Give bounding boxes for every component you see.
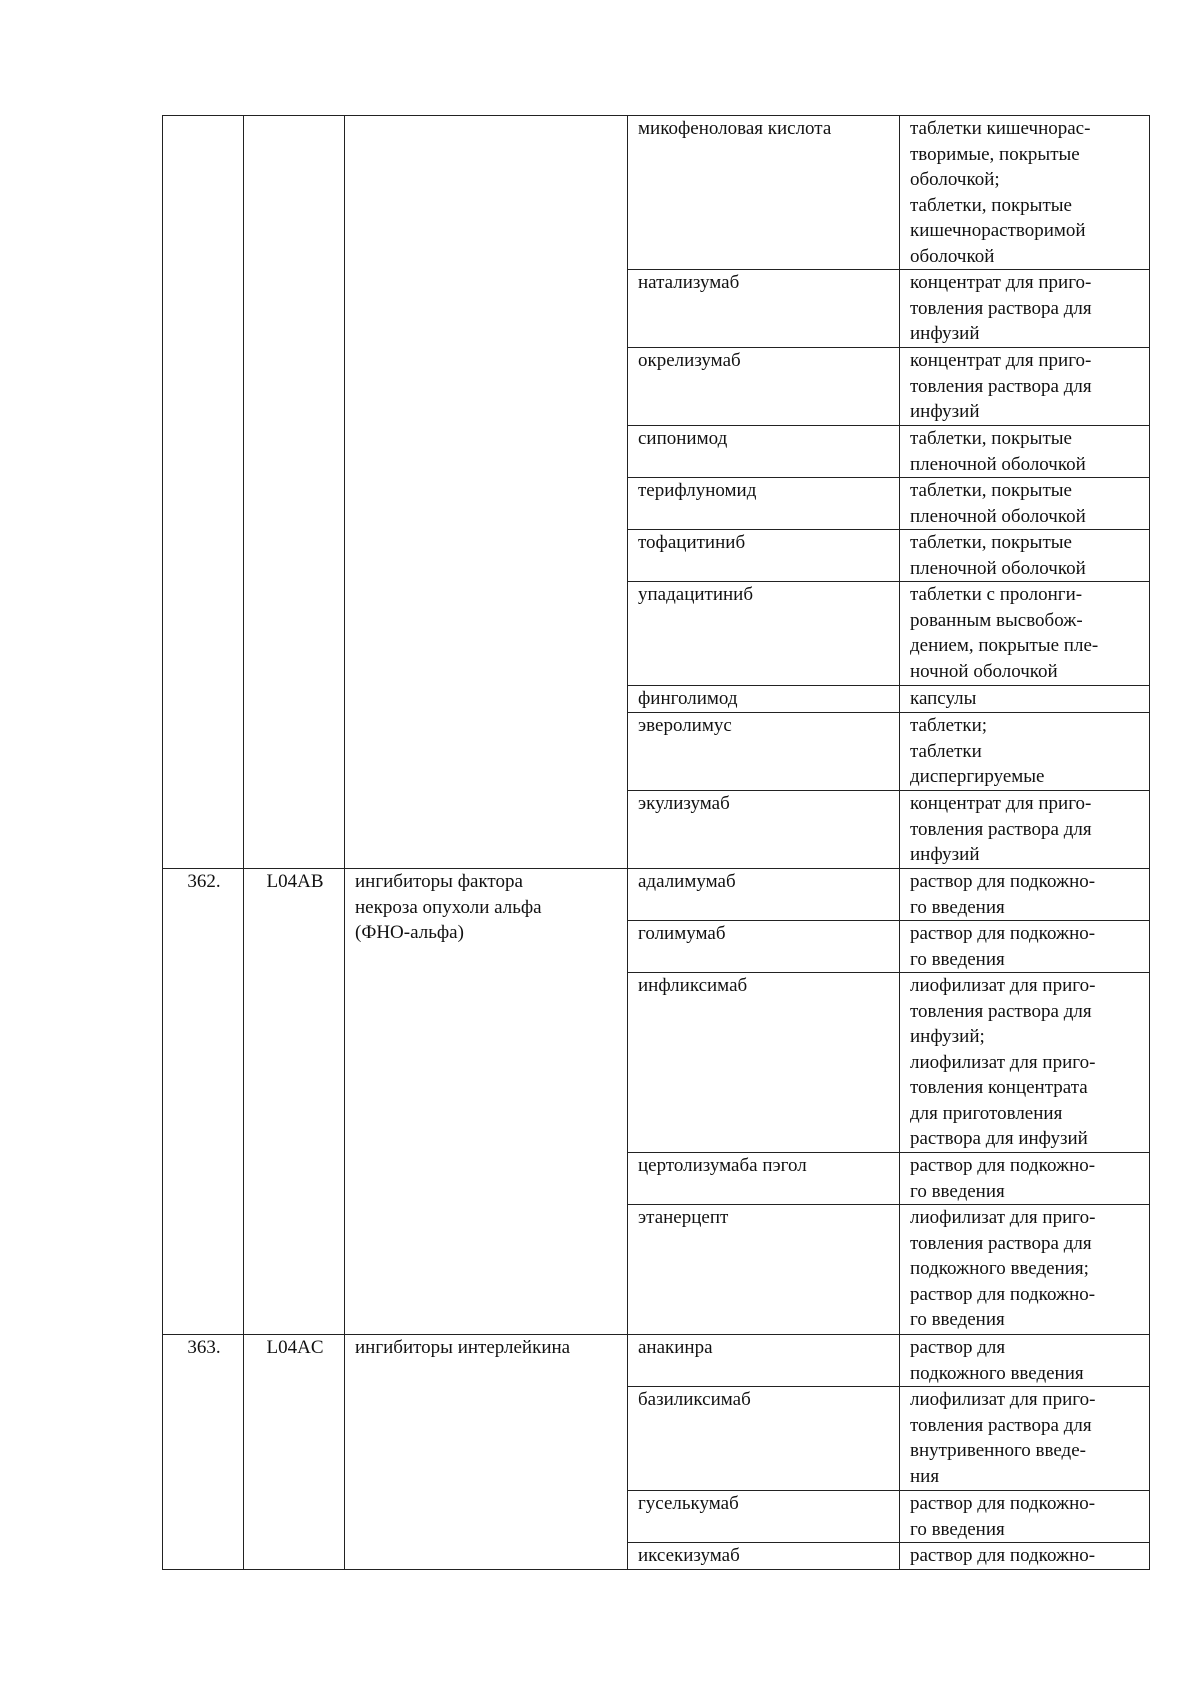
substance-cell: анакинра bbox=[628, 1335, 900, 1387]
dosage-form-cell: капсулы bbox=[900, 686, 1150, 713]
substance-cell: иксекизумаб bbox=[628, 1543, 900, 1570]
dosage-form-cell: раствор для подкожно- го введения bbox=[900, 921, 1150, 973]
dosage-form-cell: таблетки, покрытые пленочной оболочкой bbox=[900, 426, 1150, 478]
table-row bbox=[163, 869, 1150, 921]
dosage-form-cell: лиофилизат для приго- товления раствора для подкожного введения; раствор для подкожно- го введения bbox=[900, 1205, 1150, 1335]
substance-cell: тофацитиниб bbox=[628, 530, 900, 582]
substance-cell: гуселькумаб bbox=[628, 1491, 900, 1543]
substance-cell: этанерцепт bbox=[628, 1205, 900, 1335]
substance-cell: базиликсимаб bbox=[628, 1387, 900, 1491]
dosage-form-cell: раствор для подкожно- го введения bbox=[900, 1491, 1150, 1543]
atc-code-cell: L04AB bbox=[244, 869, 345, 1335]
substance-cell: финголимод bbox=[628, 686, 900, 713]
substance-cell: эверолимус bbox=[628, 713, 900, 791]
dosage-form-cell: таблетки кишечнорас- творимые, покрытые оболочкой; таблетки, покрытые кишечнорастворимой оболочкой bbox=[900, 116, 1150, 270]
substance-cell: цертолизумаба пэгол bbox=[628, 1153, 900, 1205]
dosage-form-cell: раствор для подкожно- го введения bbox=[900, 1153, 1150, 1205]
row-number-cell: 362. bbox=[163, 869, 244, 1335]
dosage-form-cell: концентрат для приго- товления раствора для инфузий bbox=[900, 791, 1150, 869]
substance-cell: микофеноловая кислота bbox=[628, 116, 900, 270]
dosage-form-cell: концентрат для приго- товления раствора для инфузий bbox=[900, 348, 1150, 426]
dosage-form-cell: раствор для подкожно- bbox=[900, 1543, 1150, 1570]
dosage-form-cell: лиофилизат для приго- товления раствора для инфузий; лиофилизат для приго- товления концентрата для приготовления раствора для инфузий bbox=[900, 973, 1150, 1153]
substance-cell: голимумаб bbox=[628, 921, 900, 973]
substance-cell: натализумаб bbox=[628, 270, 900, 348]
group-name-cell: ингибиторы интерлейкина bbox=[345, 1335, 628, 1570]
substance-cell: инфликсимаб bbox=[628, 973, 900, 1153]
group-name-cell: ингибиторы фактора некроза опухоли альфа (ФНО-альфа) bbox=[345, 869, 628, 1335]
dosage-form-cell: раствор для подкожного введения bbox=[900, 1335, 1150, 1387]
table-row bbox=[163, 1335, 1150, 1387]
row-number-cell bbox=[163, 116, 244, 869]
substance-cell: терифлуномид bbox=[628, 478, 900, 530]
group-name-cell bbox=[345, 116, 628, 869]
atc-code-cell bbox=[244, 116, 345, 869]
drug-table bbox=[162, 115, 1150, 1570]
dosage-form-cell: раствор для подкожно- го введения bbox=[900, 869, 1150, 921]
dosage-form-cell: лиофилизат для приго- товления раствора для внутривенного введе- ния bbox=[900, 1387, 1150, 1491]
substance-cell: адалимумаб bbox=[628, 869, 900, 921]
substance-cell: упадацитиниб bbox=[628, 582, 900, 686]
dosage-form-cell: таблетки с пролонги- рованным высвобож- дением, покрытые пле- ночной оболочкой bbox=[900, 582, 1150, 686]
dosage-form-cell: таблетки; таблетки диспергируемые bbox=[900, 713, 1150, 791]
table-row bbox=[163, 116, 1150, 270]
substance-cell: сипонимод bbox=[628, 426, 900, 478]
dosage-form-cell: таблетки, покрытые пленочной оболочкой bbox=[900, 478, 1150, 530]
dosage-form-cell: концентрат для приго- товления раствора для инфузий bbox=[900, 270, 1150, 348]
dosage-form-cell: таблетки, покрытые пленочной оболочкой bbox=[900, 530, 1150, 582]
substance-cell: окрелизумаб bbox=[628, 348, 900, 426]
atc-code-cell: L04AC bbox=[244, 1335, 345, 1570]
substance-cell: экулизумаб bbox=[628, 791, 900, 869]
row-number-cell: 363. bbox=[163, 1335, 244, 1570]
